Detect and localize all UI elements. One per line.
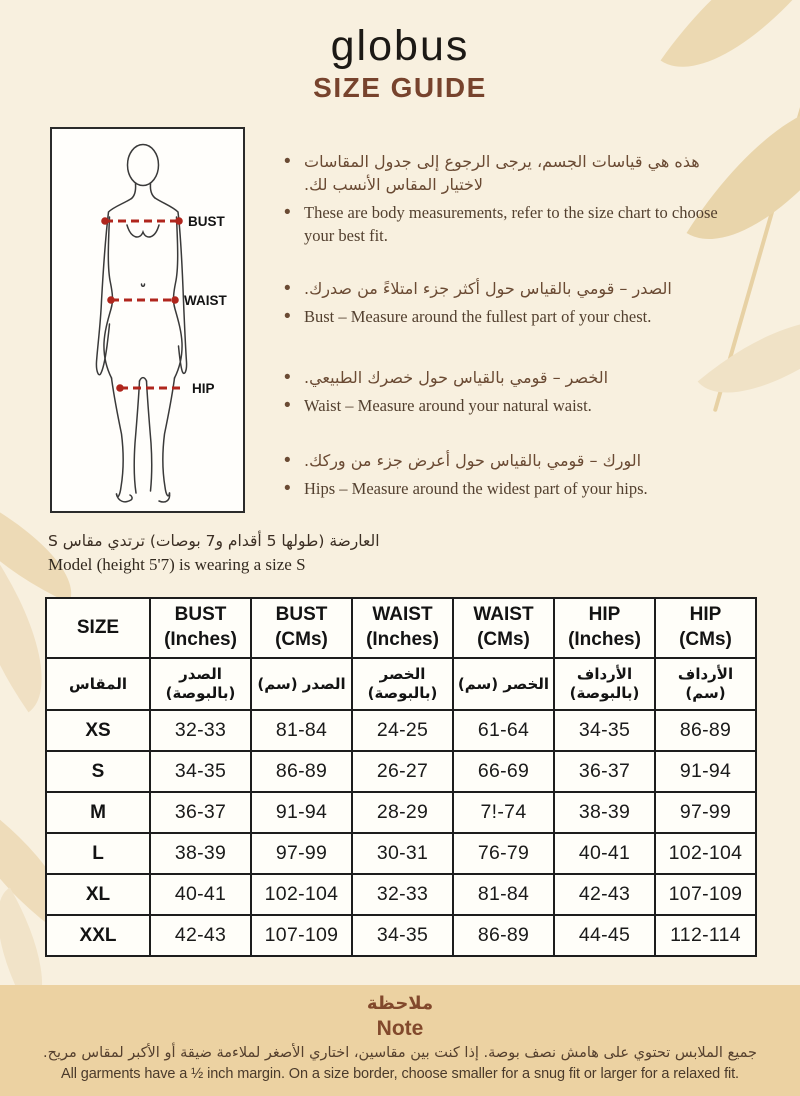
bullet-icon: • bbox=[284, 395, 291, 416]
bullet-group-hip bbox=[284, 449, 730, 500]
bullet-group-bust bbox=[284, 277, 730, 328]
table-header-row-english bbox=[46, 598, 756, 658]
bullet-group-waist bbox=[284, 366, 730, 417]
measurement-cell: 91-94 bbox=[251, 792, 352, 833]
list-item bbox=[284, 305, 730, 328]
list-item bbox=[284, 201, 730, 247]
column-header: WAIST (Inches) bbox=[352, 598, 453, 658]
size-label-cell: XXL bbox=[46, 915, 150, 956]
measurement-cell: 34-35 bbox=[554, 710, 655, 751]
column-header: HIP (Inches) bbox=[554, 598, 655, 658]
bullet-icon: • bbox=[284, 202, 291, 223]
measurement-cell: 40-41 bbox=[554, 833, 655, 874]
measurement-cell: 61-64 bbox=[453, 710, 554, 751]
table-row bbox=[46, 833, 756, 874]
column-header-arabic: الصدر (سم) bbox=[251, 658, 352, 710]
measurement-cell: 40-41 bbox=[150, 874, 251, 915]
instruction-english: Bust – Measure around the fullest part of your chest. bbox=[304, 307, 652, 326]
measurement-cell: 36-37 bbox=[150, 792, 251, 833]
bullet-icon: • bbox=[284, 306, 291, 327]
waist-line-label: WAIST bbox=[184, 293, 227, 308]
size-label-cell: L bbox=[46, 833, 150, 874]
body-measurement-diagram bbox=[50, 127, 245, 513]
size-label-cell: S bbox=[46, 751, 150, 792]
measurement-cell: 97-99 bbox=[655, 792, 756, 833]
measurement-cell: 42-43 bbox=[150, 915, 251, 956]
column-header-arabic: الخصر (بالبوصة) bbox=[352, 658, 453, 710]
table-row bbox=[46, 792, 756, 833]
column-header: HIP (CMs) bbox=[655, 598, 756, 658]
instruction-english: Hips – Measure around the widest part of your hips. bbox=[304, 479, 648, 498]
measurement-cell: 97-99 bbox=[251, 833, 352, 874]
measurement-cell: 86-89 bbox=[251, 751, 352, 792]
mannequin-figure bbox=[52, 129, 243, 511]
bullet-icon: • bbox=[284, 450, 291, 471]
measurement-cell: 81-84 bbox=[453, 874, 554, 915]
measurement-cell: 42-43 bbox=[554, 874, 655, 915]
measurement-cell: 66-69 bbox=[453, 751, 554, 792]
size-label-cell: M bbox=[46, 792, 150, 833]
brand-logo: globus bbox=[330, 22, 470, 70]
column-header: WAIST (CMs) bbox=[453, 598, 554, 658]
table-header-row-arabic bbox=[46, 658, 756, 710]
size-label-cell: XL bbox=[46, 874, 150, 915]
size-label-cell: XS bbox=[46, 710, 150, 751]
note-body-english: All garments have a ½ inch margin. On a size border, choose smaller for a snug fit or larger for a relaxed fit. bbox=[61, 1066, 739, 1082]
measurement-cell: 32-33 bbox=[150, 710, 251, 751]
measurement-cell: 81-84 bbox=[251, 710, 352, 751]
measurement-cell: 38-39 bbox=[150, 833, 251, 874]
list-item bbox=[284, 277, 730, 300]
page-title: SIZE GUIDE bbox=[313, 72, 487, 103]
list-item bbox=[284, 366, 730, 389]
measurement-cell: 107-109 bbox=[251, 915, 352, 956]
instruction-arabic: الخصر – قومي بالقياس حول خصرك الطبيعي. bbox=[304, 368, 609, 387]
measurement-cell: 86-89 bbox=[453, 915, 554, 956]
measurement-cell: 32-33 bbox=[352, 874, 453, 915]
list-item bbox=[284, 150, 730, 196]
measurement-cell: 102-104 bbox=[251, 874, 352, 915]
measurement-cell: 112-114 bbox=[655, 915, 756, 956]
bust-line-label: BUST bbox=[188, 214, 225, 229]
note-body-arabic: جميع الملابس تحتوي على هامش نصف بوصة. إذا كنت بين مقاسين، اختاري الأصغر لملاءمة ضيقة أو الأكبر لمقاس مريح. bbox=[43, 1045, 757, 1061]
bullet-group-general bbox=[284, 150, 730, 247]
column-header-arabic: المقاس bbox=[46, 658, 150, 710]
bullet-icon: • bbox=[284, 367, 291, 388]
column-header-arabic: الصدر (بالبوصة) bbox=[150, 658, 251, 710]
measurement-cell: 28-29 bbox=[352, 792, 453, 833]
instruction-arabic: الصدر – قومي بالقياس حول أكثر جزء امتلاءً من صدرك. bbox=[304, 279, 672, 298]
instruction-arabic: هذه هي قياسات الجسم، يرجى الرجوع إلى جدول المقاسات لاختيار المقاس الأنسب لك. bbox=[304, 152, 700, 194]
bullet-icon: • bbox=[284, 151, 291, 172]
column-header: BUST (CMs) bbox=[251, 598, 352, 658]
note-section bbox=[0, 985, 800, 1096]
measurement-cell: 107-109 bbox=[655, 874, 756, 915]
measurement-cell: 7!-74 bbox=[453, 792, 554, 833]
table-row bbox=[46, 874, 756, 915]
measurement-cell: 26-27 bbox=[352, 751, 453, 792]
instruction-arabic: الورك – قومي بالقياس حول أعرض جزء من وركك. bbox=[304, 451, 642, 470]
table-row bbox=[46, 751, 756, 792]
measurement-cell: 24-25 bbox=[352, 710, 453, 751]
measurement-cell: 76-79 bbox=[453, 833, 554, 874]
list-item bbox=[284, 477, 730, 500]
list-item bbox=[284, 449, 730, 472]
column-header: BUST (Inches) bbox=[150, 598, 251, 658]
note-title-english: Note bbox=[376, 1017, 424, 1040]
table-row bbox=[46, 915, 756, 956]
measurement-cell: 34-35 bbox=[150, 751, 251, 792]
bullet-icon: • bbox=[284, 278, 291, 299]
hip-line-label: HIP bbox=[192, 381, 215, 396]
measurement-cell: 44-45 bbox=[554, 915, 655, 956]
measurement-cell: 30-31 bbox=[352, 833, 453, 874]
model-note-arabic: العارضة (طولها 5 أقدام و7 بوصات) ترتدي مقاس S bbox=[48, 532, 380, 550]
size-chart-table bbox=[45, 597, 757, 957]
measurement-cell: 38-39 bbox=[554, 792, 655, 833]
column-header-arabic: الأرداف (بالبوصة) bbox=[554, 658, 655, 710]
instruction-english: Waist – Measure around your natural waist. bbox=[304, 396, 592, 415]
table-row bbox=[46, 710, 756, 751]
note-title-arabic: ملاحظة bbox=[366, 993, 434, 1014]
measurement-cell: 34-35 bbox=[352, 915, 453, 956]
instruction-english: These are body measurements, refer to the size chart to choose your best fit. bbox=[304, 203, 718, 245]
measurement-cell: 86-89 bbox=[655, 710, 756, 751]
measurement-cell: 102-104 bbox=[655, 833, 756, 874]
model-size-note bbox=[48, 530, 380, 577]
list-item bbox=[284, 394, 730, 417]
measurement-cell: 91-94 bbox=[655, 751, 756, 792]
model-note-english: Model (height 5'7) is wearing a size S bbox=[48, 555, 306, 574]
bullet-icon: • bbox=[284, 478, 291, 499]
measurement-cell: 36-37 bbox=[554, 751, 655, 792]
column-header-arabic: الأرداف (سم) bbox=[655, 658, 756, 710]
column-header-arabic: الخصر (سم) bbox=[453, 658, 554, 710]
instructions-list bbox=[284, 150, 730, 530]
column-header: SIZE bbox=[46, 598, 150, 658]
